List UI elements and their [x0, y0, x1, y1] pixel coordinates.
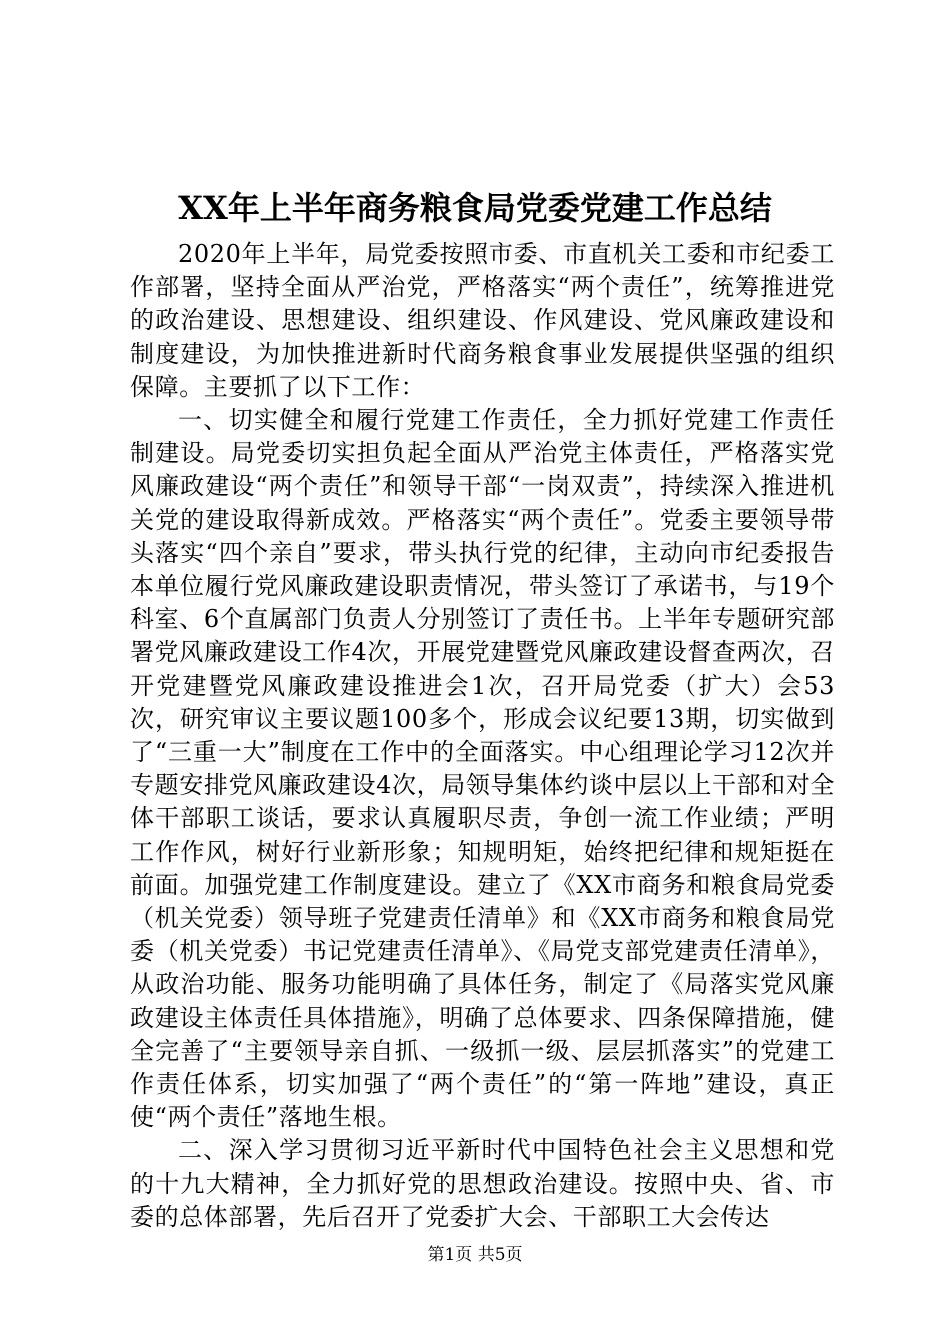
document-title: XX年上半年商务粮食局党委党建工作总结 — [178, 189, 772, 227]
document-body — [130, 238, 835, 1234]
paragraph-section-two: 二、深入学习贯彻习近平新时代中国特色社会主义思想和党的十九大精神，全力抓好党的思想政治建设。按照中央、省、市委的总体部署，先后召开了党委扩大会、干部职工大会传达 — [130, 1136, 835, 1231]
paragraph-section-one: 一、切实健全和履行党建工作责任，全力抓好党建工作责任制建设。局党委切实担负起全面从严治党主体责任，严格落实党风廉政建设“两个责任”和领导干部“一岗双责”，持续深入推进机关党的建设取得新成效。严格落实“两个责任”。党委主要领导带头落实“四个亲自”要求，带头执行党的纪律，主动向市纪委报告本单位履行党风廉政建设职责情况，带头签订了承诺书，与19个科室、6个直属部门负责人分别签订了责任书。上半年专题研究部署党风廉政建设工作4次，开展党建暨党风廉政建设督查两次，召开党建暨党风廉政建设推进会1次，召开局党委（扩大）会53次，研究审议主要议题100多个，形成会议纪要13期，切实做到了“三重一大”制度在工作中的全面落实。中心组理论学习12次并专题安排党风廉政建设4次，局领导集体约谈中层以上干部和对全体干部职工谈话，要求认真履职尽责，争创一流工作业绩；严明工作作风，树好行业新形象；知规明矩，始终把纪律和规矩挺在前面。加强党建工作制度建设。建立了《XX市商务和粮食局党委（机关党委）领导班子党建责任清单》和《XX市商务和粮食局党委（机关党委）书记党建责任清单》、《局党支部党建责任清单》，从政治功能、服务功能明确了具体任务，制定了《局落实党风廉政建设主体责任具体措施》，明确了总体要求、四条保障措施，健全完善了“主要领导亲自抓、一级抓一级、层层抓落实”的党建工作责任体系，切实加强了“两个责任”的“第一阵地”建设，真正使“两个责任”落地生根。 — [130, 406, 835, 1132]
page-footer: 第1页 共5页 — [427, 1245, 523, 1265]
paragraph-intro: 2020年上半年，局党委按照市委、市直机关工委和市纪委工作部署，坚持全面从严治党，严格落实“两个责任”，统筹推进党的政治建设、思想建设、组织建设、作风建设、党风廉政建设和制度建设，为加快推进新时代商务粮食事业发展提供坚强的组织保障。主要抓了以下工作： — [130, 240, 835, 401]
